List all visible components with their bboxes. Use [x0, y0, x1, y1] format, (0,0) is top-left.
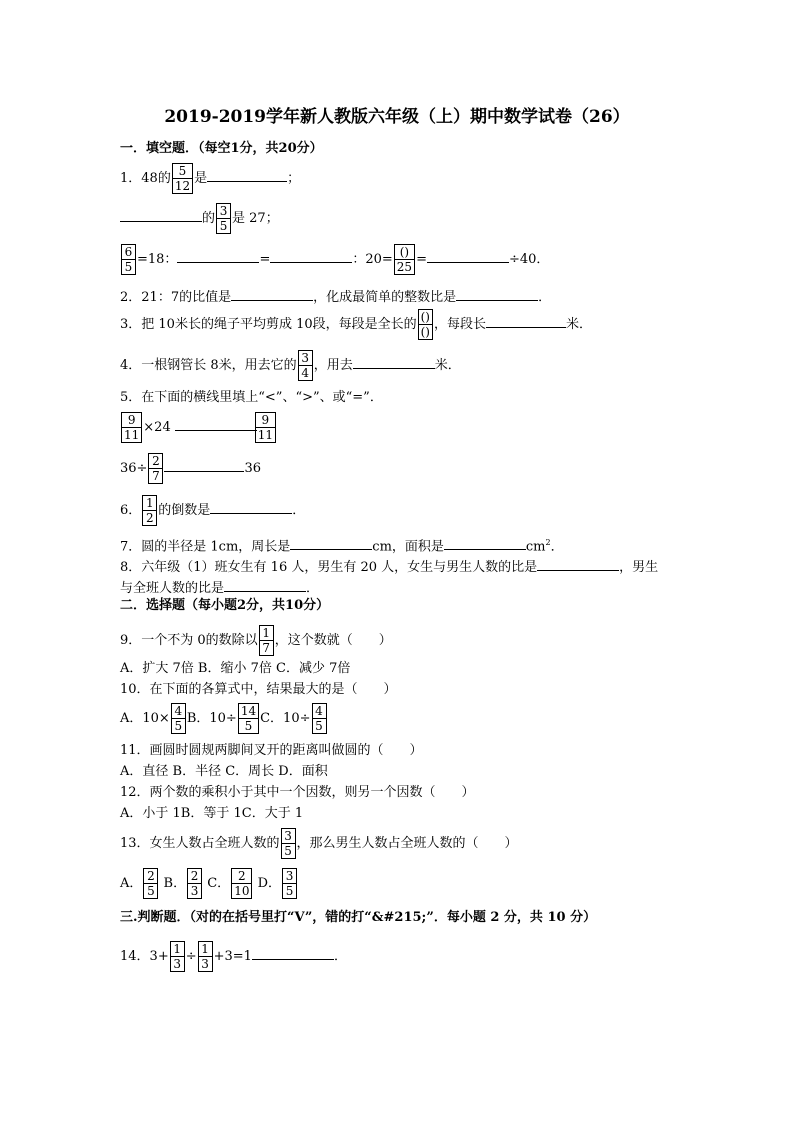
fraction: $\frac{6}{5}$ [121, 244, 136, 275]
question-12: 12．两个数的乘积小于其中一个因数，则另一个因数（ ） [120, 785, 475, 800]
fraction: $\frac{9}{11}$ [255, 412, 276, 443]
question-6: 6． $\frac{1}{2}$ 的倒数是 ． [120, 496, 306, 525]
question-1c: $\frac{6}{5}$ =18： = ：20= () 25 = ÷40． [120, 244, 549, 275]
question-13-options: A． $\frac{2}{5}$ B． $\frac{2}{3}$ C． $\frac{2}{10}$ D． $\frac{3}{5}$ [120, 868, 298, 899]
question-1b: 的 $\frac{3}{5}$ 是 27； [120, 203, 279, 234]
answer-blank[interactable] [444, 535, 526, 550]
question-5a: $\frac{9}{11}$ ×24 $\frac{9}{11}$ [120, 412, 277, 443]
question-3: 3．把 10米长的绳子平均剪成 10段，每段是全长的 () () ，每段长 米． [120, 310, 593, 339]
answer-blank[interactable] [353, 354, 435, 369]
fraction: $\frac{1}{7}$ [259, 625, 274, 656]
fraction: $\frac{4}{5}$ [171, 703, 186, 734]
answer-blank[interactable] [252, 945, 334, 960]
fraction: $\frac{2}{5}$ [143, 868, 158, 899]
fraction: $\frac{5}{12}$ [172, 163, 193, 194]
answer-blank[interactable] [120, 207, 202, 222]
section-2-heading: 二．选择题（每小题2分，共10分） [120, 598, 330, 613]
fraction: $\frac{3}{4}$ [298, 350, 313, 381]
fraction: $\frac{14}{5}$ [238, 703, 259, 734]
question-11-options: A．直径 B．半径 C．周长 D．面积 [120, 764, 328, 779]
fraction: $\frac{1}{2}$ [142, 495, 157, 526]
answer-blank[interactable] [224, 577, 306, 592]
question-2: 2．21：7的比值是 ，化成最简单的整数比是 ． [120, 286, 551, 307]
fraction: $\frac{3}{5}$ [281, 828, 296, 859]
question-5b: 36÷ $\frac{2}{7}$ 36 [120, 454, 261, 483]
fraction: $\frac{2}{3}$ [187, 868, 202, 899]
question-13: 13．女生人数占全班人数的 $\frac{3}{5}$ ，那么男生人数占全班人数的（ ） [120, 829, 518, 858]
question-9: 9．一个不为 0的数除以 $\frac{1}{7}$ ，这个数就（ ） [120, 626, 392, 655]
answer-blank[interactable] [207, 167, 287, 182]
answer-blank[interactable] [486, 313, 566, 328]
question-11: 11．画圆时圆规两脚间叉开的距离叫做圆的（ ） [120, 743, 423, 758]
question-12-options: A．小于 1B．等于 1C．大于 1 [120, 806, 304, 821]
answer-blank[interactable] [175, 416, 257, 431]
answer-blank[interactable] [537, 556, 619, 571]
fraction: () () [418, 309, 433, 340]
section-3-heading: 三.判断题．（对的在括号里打“V”，错的打“&#215;”．每小题 2 分，共 10 分） [120, 910, 597, 925]
answer-blank[interactable] [290, 535, 372, 550]
fraction: $\frac{3}{5}$ [216, 203, 231, 234]
question-14: 14．3+ $\frac{1}{3}$ ÷ $\frac{1}{3}$ +3=1 ． [120, 942, 347, 971]
answer-blank[interactable] [270, 248, 352, 263]
answer-blank[interactable] [427, 248, 509, 263]
answer-blank[interactable] [210, 499, 292, 514]
fraction: $\frac{2}{7}$ [148, 453, 163, 484]
fraction: $\frac{2}{10}$ [231, 868, 252, 899]
question-10: 10．在下面的各算式中，结果最大的是（ ） [120, 682, 397, 697]
answer-blank[interactable] [164, 457, 244, 472]
answer-blank[interactable] [177, 248, 259, 263]
section-1-heading: 一．填空题．（每空1分，共20分） [120, 141, 323, 156]
question-7: 7．圆的半径是 1cm，周长是 cm，面积是 $cm^2$． [120, 534, 564, 556]
fraction: $\frac{4}{5}$ [312, 703, 327, 734]
question-9-options: A．扩大 7倍 B．缩小 7倍 C．减少 7倍 [120, 661, 351, 676]
fraction: $\frac{3}{5}$ [282, 868, 297, 899]
fraction: $\frac{9}{11}$ [121, 412, 142, 443]
question-8: 8．六年级（1）班女生有 16 人，男生有 20 人，女生与男生人数的比是 ，男生 [120, 556, 658, 577]
question-5: 5．在下面的横线里填上“<”、“>”、或“=”． [120, 390, 383, 405]
answer-blank[interactable] [456, 286, 538, 301]
answer-blank[interactable] [231, 286, 313, 301]
question-1a: 1．48的 $\frac{5}{12}$ 是 ； [120, 164, 301, 193]
question-4: 4．一根钢管长 8米，用去它的 $\frac{3}{4}$ ，用去 米． [120, 351, 461, 380]
fraction: () 25 [394, 244, 415, 275]
question-10-options: A．10× $\frac{4}{5}$ B．10÷ $\frac{14}{5}$ C．10÷ $\frac{4}{5}$ [120, 703, 328, 734]
question-8-cont: 与全班人数的比是 ． [120, 577, 319, 598]
page-title: 2019-2019学年新人教版六年级（上）期中数学试卷（26） [164, 107, 630, 127]
fraction: $\frac{1}{3}$ [170, 941, 185, 972]
fraction: $\frac{1}{3}$ [198, 941, 213, 972]
